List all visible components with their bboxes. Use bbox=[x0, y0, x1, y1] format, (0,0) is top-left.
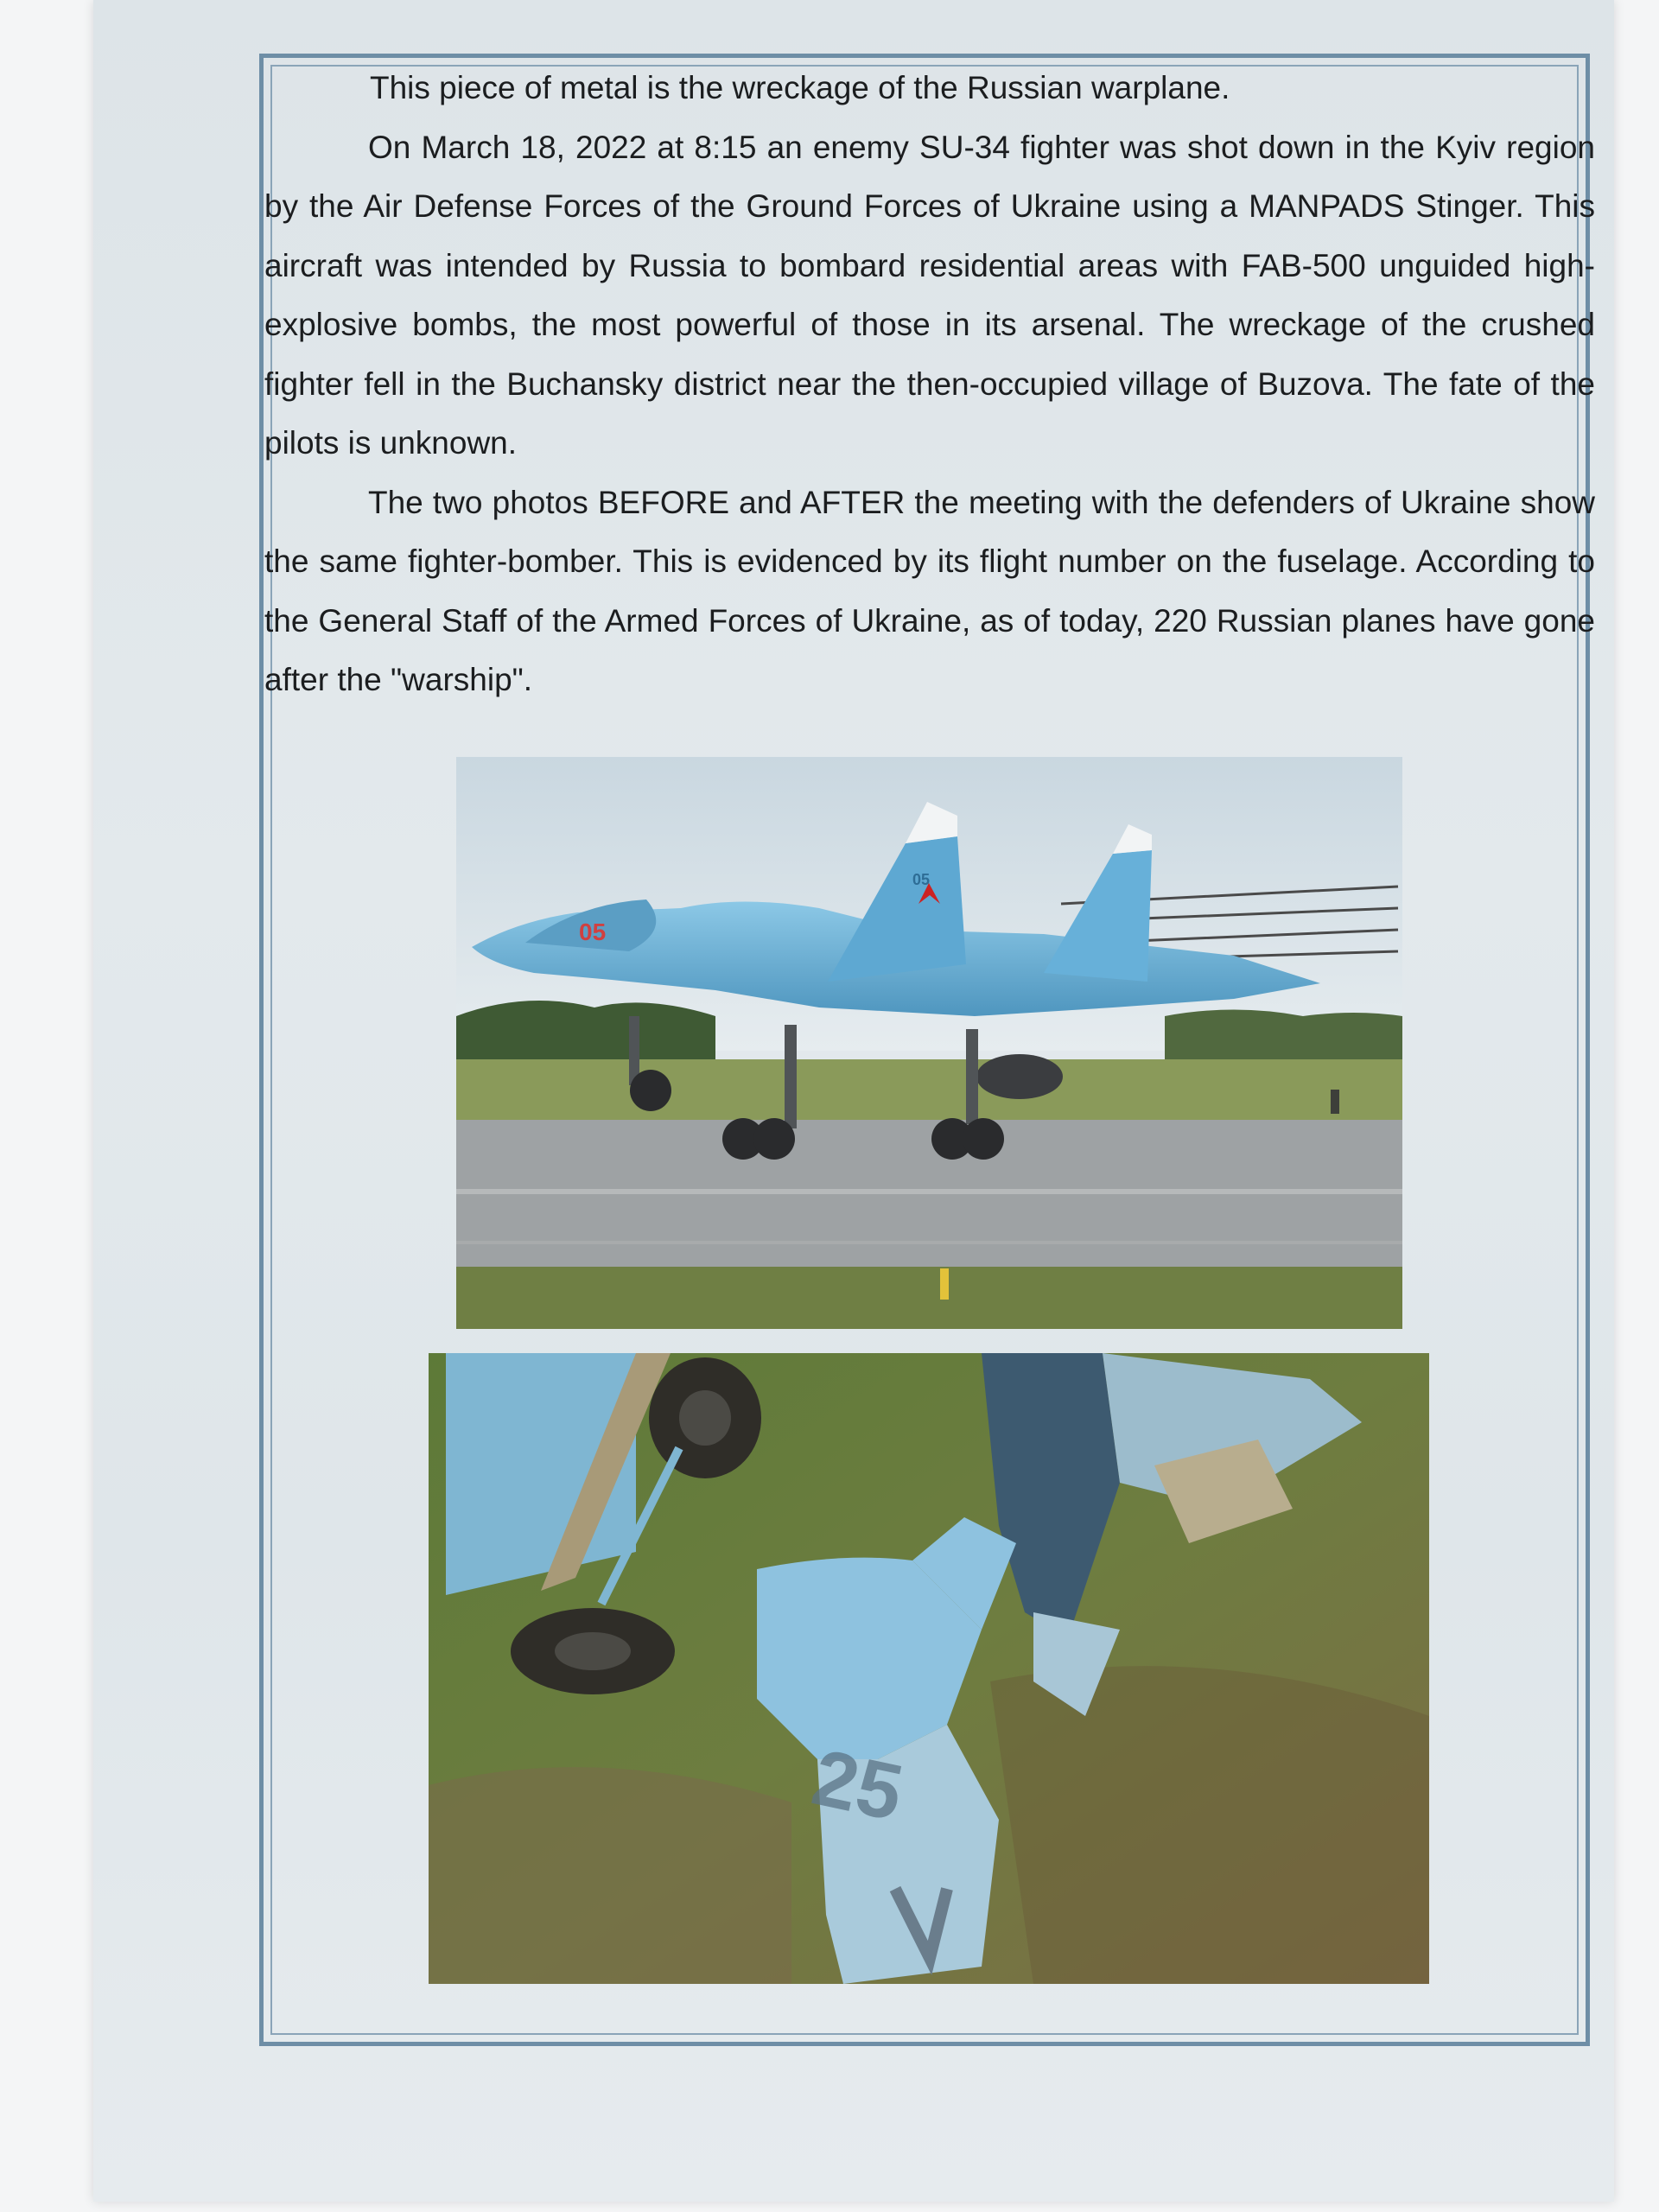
fragment-number: 25 bbox=[804, 1732, 911, 1838]
nose-number: 05 bbox=[579, 918, 607, 945]
paper-sheet bbox=[93, 0, 1614, 2202]
photo-after-wreckage bbox=[429, 1353, 1429, 1984]
photo-before-aircraft bbox=[456, 757, 1402, 1329]
paragraph-intro: This piece of metal is the wreckage of the Russian warplane. bbox=[370, 70, 1230, 105]
tail-number: 05 bbox=[912, 871, 931, 888]
document-body bbox=[264, 59, 1595, 710]
paragraph-evidence: The two photos BEFORE and AFTER the meeting with the defenders of Ukraine show the same fighter-bomber. This is evidenced by its flight number on the fuselage. According to the General Staff of the Armed Forces of Ukraine, as of today, 220 Russian planes have gone after the "warship". bbox=[264, 484, 1595, 697]
paragraph-incident: On March 18, 2022 at 8:15 an enemy SU-34 fighter was shot down in the Kyiv region by the Air Defense Forces of the Ground Forces of Ukraine using a MANPADS Stinger. This aircraft was intended by Russia to bombard residential areas with FAB-500 unguided high-explosive bombs, the most powerful of those in its arsenal. The wreckage of the crushed fighter fell in the Buchansky district near the then-occupied village of Buzova. The fate of the pilots is unknown. bbox=[264, 129, 1595, 461]
